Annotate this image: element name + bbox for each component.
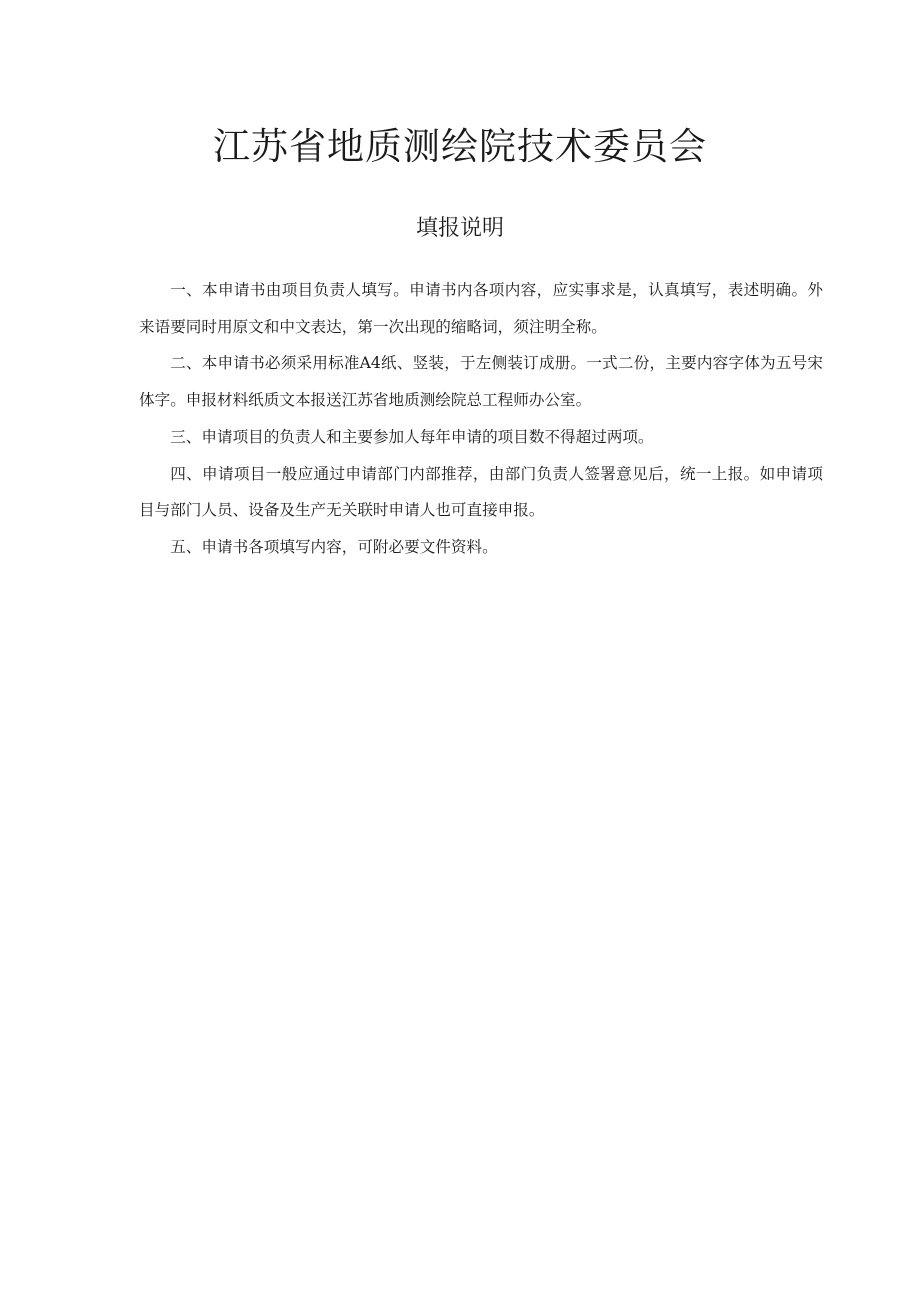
section-title: 填报说明 bbox=[415, 216, 504, 241]
instruction-paragraph-1: 一、本申请书由项目负责人填写。申请书内各项内容，应实事求是，认真填写，表述明确。外来语要同时用原文和中文表达，第一次出现的缩略词，须注明全称。 bbox=[139, 281, 823, 336]
instruction-paragraph-3: 三、申请项目的负责人和主要参加人每年申请的项目数不得超过两项。 bbox=[170, 427, 654, 446]
instruction-paragraph-2: 二、本申请书必须采用标准A4纸、竖装，于左侧装订成册。一式二份，主要内容字体为五号宋体字。申报材料纸质文本报送江苏省地质测绘院总工程师办公室。 bbox=[139, 354, 823, 410]
organization-title: 江苏省地质测绘院技术委员会 bbox=[213, 125, 707, 168]
instruction-paragraph-5: 五、申请书各项填写内容，可附必要文件资料。 bbox=[170, 537, 498, 556]
instructions-body bbox=[139, 272, 823, 566]
instruction-paragraph-4: 四、申请项目一般应通过申请部门内部推荐，由部门负责人签署意见后，统一上报。如申请项目与部门人员、设备及生产无关联时申请人也可直接申报。 bbox=[139, 464, 823, 520]
